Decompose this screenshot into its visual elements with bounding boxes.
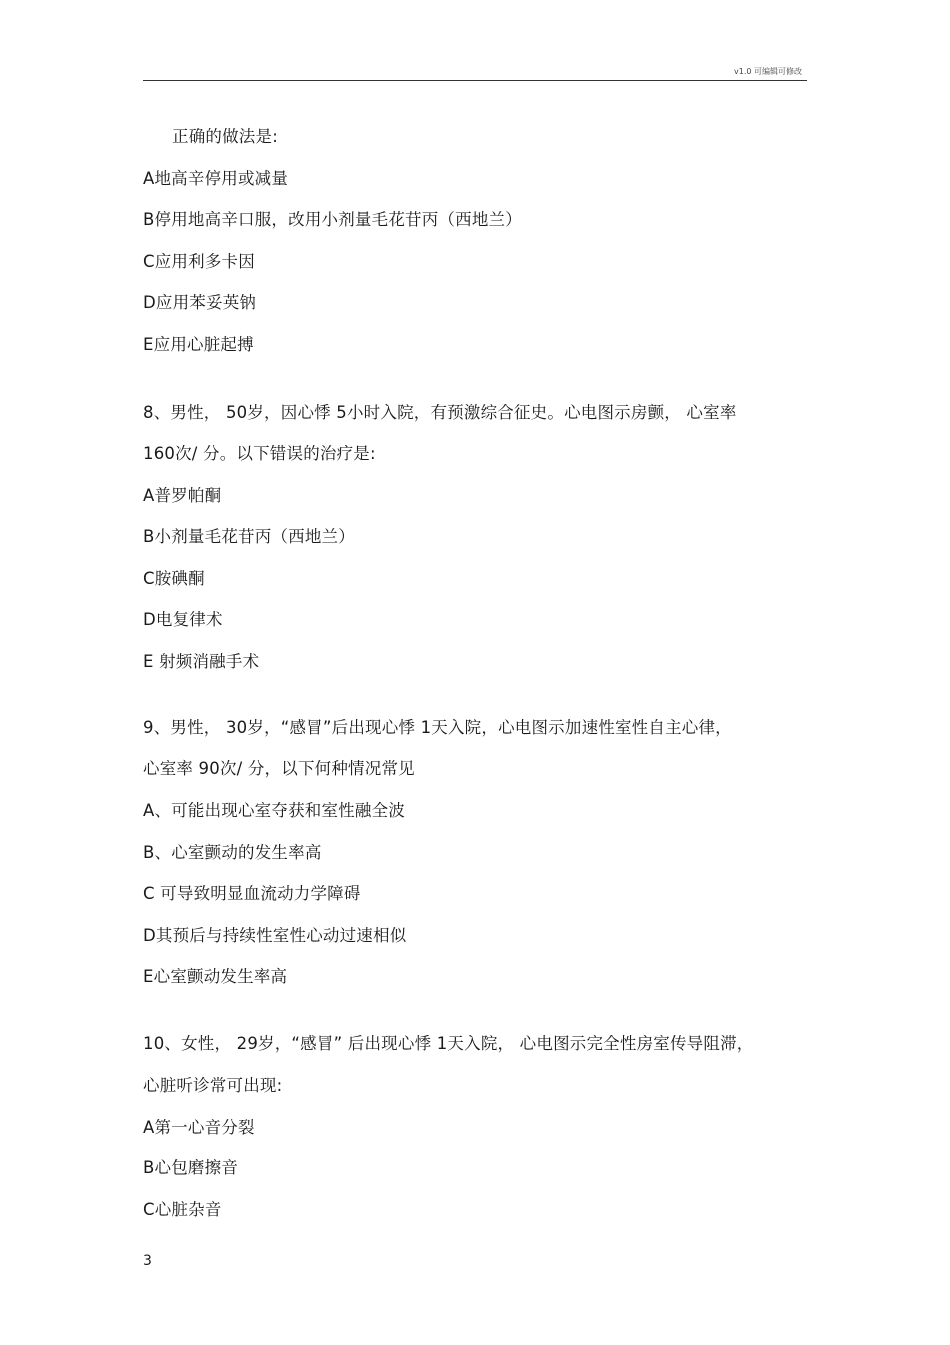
- question-9-option-d: D其预后与持续性室性心动过速相似: [143, 926, 407, 945]
- question-8-option-c: C胺碘酮: [143, 569, 205, 588]
- question-8-stem-continuation: 160次/ 分。以下错误的治疗是:: [143, 444, 376, 463]
- question-9-option-e: E心室颤动发生率高: [143, 967, 288, 986]
- header-version-text: v1.0 可编辑可修改: [734, 67, 802, 76]
- question-8-stem: 8、男性， 50岁，因心悸 5小时入院，有预激综合征史。心电图示房颤， 心室率: [143, 403, 737, 422]
- question-9-option-a: A、可能出现心室夺获和室性融全波: [143, 801, 405, 820]
- question-10-option-b: B心包磨擦音: [143, 1158, 239, 1177]
- question-7-option-c: C应用利多卡因: [143, 252, 255, 271]
- question-8-option-e: E 射频消融手术: [143, 652, 260, 671]
- question-7-stem-continuation: 正确的做法是:: [172, 127, 278, 146]
- question-7-option-b: B停用地高辛口服，改用小剂量毛花苷丙（西地兰）: [143, 210, 522, 229]
- question-9-option-c: C 可导致明显血流动力学障碍: [143, 884, 361, 903]
- question-7-option-a: A地高辛停用或减量: [143, 169, 289, 188]
- page-number: 3: [143, 1253, 152, 1269]
- question-10-stem: 10、女性， 29岁，“感冒” 后出现心悸 1天入院， 心电图示完全性房室传导阻滞，: [143, 1034, 754, 1053]
- header-divider: [143, 80, 807, 81]
- question-10-option-a: A第一心音分裂: [143, 1118, 255, 1137]
- question-9-option-b: B、心室颤动的发生率高: [143, 843, 322, 862]
- question-7-option-d: D应用苯妥英钠: [143, 293, 257, 312]
- question-9-stem: 9、男性， 30岁，“感冒”后出现心悸 1天入院，心电图示加速性室性自主心律，: [143, 718, 732, 737]
- question-10-stem-continuation: 心脏听诊常可出现:: [143, 1076, 283, 1095]
- question-8-option-b: B小剂量毛花苷丙（西地兰）: [143, 527, 355, 546]
- question-7-option-e: E应用心脏起搏: [143, 335, 254, 354]
- question-9-stem-continuation: 心室率 90次/ 分，以下何种情况常见: [143, 759, 415, 778]
- question-8-option-a: A普罗帕酮: [143, 486, 222, 505]
- question-8-option-d: D电复律术: [143, 610, 223, 629]
- question-10-option-c: C心脏杂音: [143, 1200, 222, 1219]
